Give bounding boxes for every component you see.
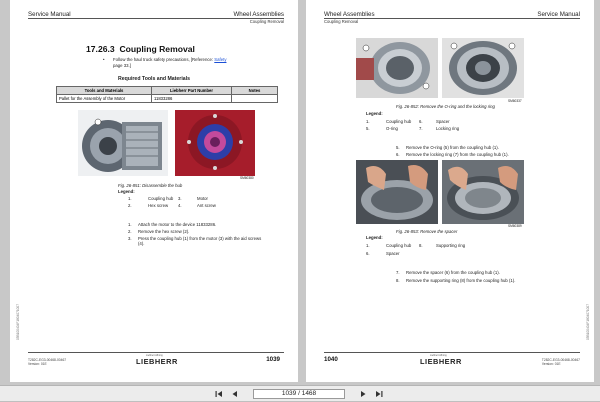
legend-number: 5. (366, 126, 370, 131)
step-number: 5. (396, 145, 400, 150)
motor-photo (78, 110, 168, 176)
section-title: Coupling Removal (119, 44, 195, 54)
legend-number: 1. (128, 196, 132, 201)
previous-page-icon[interactable] (230, 389, 240, 399)
logo-caption: Liebherr-Mining (430, 354, 447, 357)
header-subtitle: Coupling Removal (324, 19, 359, 24)
step-text: Remove the hex screw (2). (138, 229, 190, 234)
safety-note-page: page 33.] (113, 62, 131, 68)
step-number: 3. (128, 236, 132, 241)
legend-text: O-ring (386, 126, 398, 131)
header-right: Wheel Assemblies (233, 11, 284, 18)
step-text: Attach the motor to the device 11833286. (138, 222, 217, 227)
legend-number: 6. (419, 119, 423, 124)
o-ring-photo (356, 38, 438, 98)
legend-number: 7. (419, 126, 423, 131)
step-text: Press the coupling hub (1) from the motor (3) with the aid screws (138, 236, 262, 241)
legend-number: 6. (366, 251, 370, 256)
legend-text: Motor (197, 196, 208, 201)
legend-label: Legend: (366, 235, 383, 240)
table-header: Tools and Materials (57, 87, 152, 95)
page-number: 1040 (324, 356, 338, 363)
legend-text: Coupling hub (386, 119, 412, 124)
step-text: Remove the O-ring (5) from the coupling hub (1). (406, 145, 499, 150)
vertical-code: 05B100404F1804071007 (586, 304, 590, 340)
page-1040 (306, 0, 594, 382)
footer-rule (324, 352, 580, 353)
legend-text: Spacer (436, 119, 450, 124)
step-number: 1. (128, 222, 132, 227)
header-subtitle: Coupling Removal (249, 19, 284, 24)
table-cell: Pallet for the Assembly of the Motor (57, 95, 152, 103)
header-rule (28, 18, 284, 19)
liebherr-logo: LIEBHERR (420, 357, 462, 366)
tools-heading: Required Tools and Materials (118, 76, 190, 82)
liebherr-logo: LIEBHERR (136, 357, 178, 366)
document-version: Version: 01E (541, 362, 561, 367)
legend-text: Locking ring (436, 126, 460, 131)
figure-code: SM60337 (508, 99, 522, 103)
locking-ring-photo (442, 38, 524, 98)
header-right: Service Manual (537, 11, 580, 18)
coupling-hub-photo (175, 110, 255, 176)
legend-text: Ant screw (197, 203, 216, 208)
first-page-icon[interactable] (214, 389, 224, 399)
legend-label: Legend: (118, 189, 135, 194)
document-number: T282C-EG3-00468-00467 (541, 358, 580, 362)
header-left: Wheel Assemblies (324, 11, 375, 18)
step-number: 7. (396, 270, 400, 275)
next-page-icon[interactable] (358, 389, 368, 399)
document-id (28, 358, 66, 366)
legend-number: 2. (128, 203, 132, 208)
tools-table (56, 86, 278, 103)
table-header: Liebherr Part Number (152, 87, 232, 95)
step-text: (4). (138, 241, 145, 246)
spacer-photo (356, 160, 438, 224)
safety-link[interactable]: Safety (214, 57, 227, 62)
legend-number: 8. (419, 243, 423, 248)
logo-caption: Liebherr-Mining (146, 354, 163, 357)
section-number: 17.26.3 (86, 44, 115, 54)
table-cell: 11833286 (152, 95, 232, 103)
step-number: 6. (396, 152, 400, 157)
document-id (542, 358, 580, 366)
header-rule (324, 18, 580, 19)
legend-number: 1. (366, 119, 370, 124)
header-left: Service Manual (28, 11, 71, 18)
figure-caption: Fig. 26-852: Remove the O-ring and the locking ring (396, 104, 495, 109)
step-text: Remove the supporting ring (8) from the coupling hub (1). (406, 278, 516, 283)
page-indicator[interactable]: 1039 / 1468 (253, 389, 345, 399)
document-version: Version: 01E (28, 362, 47, 367)
step-text: Remove the locking ring (7) from the coupling hub (1). (406, 152, 509, 157)
figure-caption: Fig. 26-853: Remove the spacer (396, 229, 458, 234)
step-text: Remove the spacer (6) from the coupling hub (1). (406, 270, 500, 275)
legend-text: Coupling hub (148, 196, 174, 201)
legend-text: Hex screw (148, 203, 169, 208)
legend-text: Spacer (386, 251, 400, 256)
document-number: T282C-EG3-00468-00467 (28, 358, 67, 362)
last-page-icon[interactable] (374, 389, 384, 399)
legend-text: Coupling hub (386, 243, 412, 248)
section-heading (86, 44, 195, 54)
figure-caption: Fig. 26-851: Disassemble the hub (118, 183, 183, 188)
table-header-row (57, 87, 278, 95)
table-cell (232, 95, 278, 103)
legend-label: Legend: (366, 111, 383, 116)
viewer-toolbar (0, 385, 600, 401)
table-row (57, 95, 278, 103)
safety-note-text: Follow the haul truck safety precautions, [Reference: (113, 57, 214, 62)
bullet-icon: • (103, 57, 105, 62)
supporting-ring-photo (442, 160, 524, 224)
page-1039 (10, 0, 298, 382)
table-header: Notes (232, 87, 278, 95)
vertical-code: 05B100404F1804071007 (16, 304, 20, 340)
legend-number: 1. (366, 243, 370, 248)
figure-code: SM60380 (240, 176, 254, 180)
footer-rule (28, 352, 284, 353)
legend-number: 3. (178, 196, 182, 201)
step-number: 8. (396, 278, 400, 283)
page-number: 1039 (266, 356, 280, 363)
safety-note (113, 57, 263, 68)
figure-code: SM60389 (508, 224, 522, 228)
legend-text: Supporting ring (436, 243, 466, 248)
step-number: 2. (128, 229, 132, 234)
legend-number: 4. (178, 203, 182, 208)
